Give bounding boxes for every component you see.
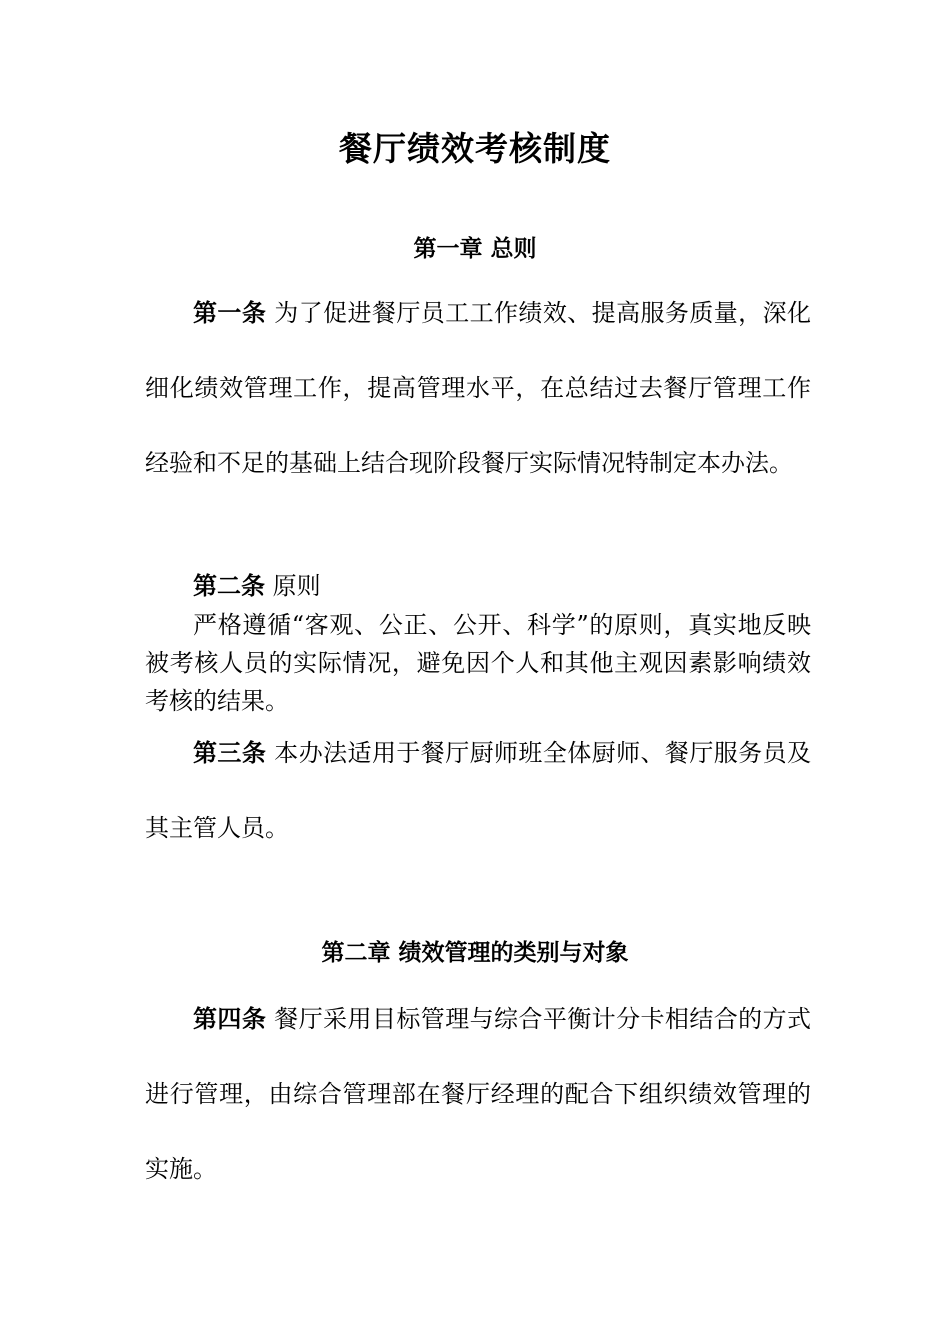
chapter-2-heading: 第二章 绩效管理的类别与对象 (321, 940, 629, 966)
article-1-text: 为了促进餐厅员工工作绩效、提高服务质量，深化细化绩效管理工作，提高管理水平，在总结过去餐厅管理工作经验和不足的基础上结合现阶段餐厅实际情况特制定本办法。 (145, 299, 811, 477)
article-2-text: 严格遵循“客观、公正、公开、科学”的原则，真实地反映被考核人员的实际情况，避免因个人和其他主观因素影响绩效考核的结果。 (145, 611, 811, 715)
article-4-text: 餐厅采用目标管理与综合平衡计分卡相结合的方式进行管理，由综合管理部在餐厅经理的配合下组织绩效管理的实施。 (145, 1005, 811, 1183)
article-1-lead: 第一条 (193, 299, 267, 327)
chapter-1-heading: 第一章 总则 (413, 236, 537, 262)
document-title: 餐厅绩效考核制度 (339, 129, 611, 168)
article-2-title: 原则 (265, 572, 321, 600)
article-3-text: 本办法适用于餐厅厨师班全体厨师、餐厅服务员及其主管人员。 (145, 739, 811, 842)
article-3 (145, 716, 811, 866)
article-1 (145, 276, 811, 501)
article-2-lead: 第二条 (193, 572, 265, 600)
article-2-heading (145, 567, 811, 605)
article-3-lead: 第三条 (193, 739, 267, 767)
article-4 (145, 982, 811, 1207)
article-4-lead: 第四条 (193, 1005, 267, 1033)
